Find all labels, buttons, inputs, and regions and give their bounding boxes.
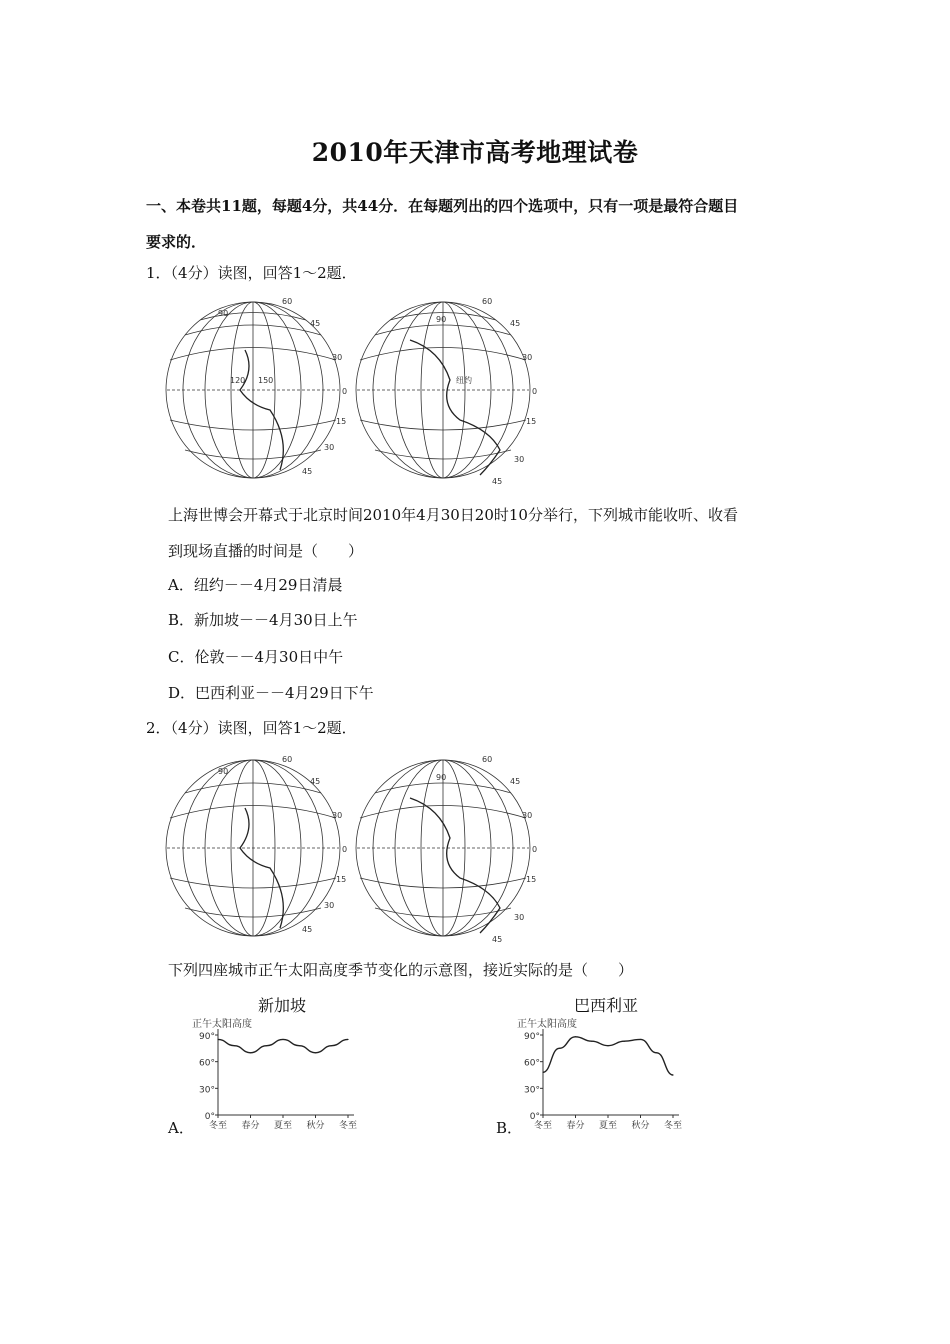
q2-globe-pair [160,748,540,948]
chart-a [190,1015,360,1135]
globe-label: 0 [532,845,538,854]
q2-option-b: B． [496,1119,523,1137]
section-line-2: 要求的． [146,233,207,251]
x-tick-label: 冬至 [663,1121,683,1131]
globe-label: 150 [258,376,274,385]
x-tick-label: 夏至 [273,1121,293,1131]
globe-label: 0 [342,387,348,396]
globe-label: 30 [332,353,343,362]
globe-label: 0 [342,845,348,854]
x-tick-label: 春分 [241,1121,260,1131]
globe-label: 0 [532,387,538,396]
data-point [656,1052,657,1053]
q1-option-d: D．巴西利亚－－4月29日下午 [168,684,374,702]
globe-label: 30 [514,913,525,922]
globe-label: 90 [436,315,447,324]
globe-label: 90 [218,309,229,318]
page-title: 2010年天津市高考地理试卷 [311,138,639,167]
data-point [299,1045,300,1046]
x-tick-label: 秋分 [306,1121,325,1131]
globe-label: 60 [482,297,493,306]
globe-label: 90 [436,773,447,782]
globe-label: 15 [526,417,537,426]
data-point [672,1074,673,1075]
data-point [542,1072,543,1073]
y-tick-label: 30° [199,1085,215,1096]
y-tick-label: 0° [529,1112,540,1122]
data-point [282,1039,283,1040]
data-point [640,1039,641,1040]
globe-label: 45 [492,477,503,486]
globe-left-labels [218,297,347,476]
y-tick-label: 0° [204,1112,215,1122]
data-point [591,1041,592,1042]
q2-option-a: A． [168,1119,194,1137]
x-tick-label: 冬至 [533,1121,553,1131]
globe-label: 60 [282,755,293,764]
x-tick-label: 冬至 [338,1121,358,1131]
y-tick-label: 90° [199,1032,215,1042]
globe-label: 45 [492,935,503,944]
globe-label: 45 [510,319,521,328]
data-point [575,1036,576,1037]
q1-text-line-2: 到现场直播的时间是（ ） [168,542,364,560]
globe-label: 15 [336,417,347,426]
q2-stem: 2．（4分）读图，回答1～2题． [146,719,357,737]
globe-label: 45 [310,319,321,328]
globe-label: 60 [482,755,493,764]
globe-label: 30 [332,811,343,820]
globe-label: 45 [302,925,313,934]
globe-label: 90 [218,767,229,776]
y-tick-label: 60° [524,1058,540,1069]
data-point [347,1039,348,1040]
q1-text-line-1: 上海世博会开幕式于北京时间2010年4月30日20时10分举行，下列城市能收听、收看 [168,506,738,524]
x-tick-label: 冬至 [208,1121,228,1131]
globe-label: 30 [324,443,335,452]
y-axis-label: 正午太阳高度 [517,1019,577,1030]
city-label: 纽约 [456,376,472,385]
y-axis-label: 正午太阳高度 [192,1019,252,1030]
globe-label: 60 [282,297,293,306]
y-tick-label: 90° [524,1032,540,1042]
section-instructions [146,188,826,260]
data-point [234,1045,235,1046]
q1-globe-pair [160,290,540,490]
x-tick-label: 春分 [566,1121,585,1131]
globe-label: 45 [510,777,521,786]
q1-option-a: A．纽约－－4月29日清晨 [168,576,343,594]
y-tick-label: 30° [524,1085,540,1096]
data-point [315,1052,316,1053]
chart-a-title: 新加坡 [258,996,307,1015]
globe-label: 45 [310,777,321,786]
globe-label: 15 [526,875,537,884]
q1-option-c: C．伦敦－－4月30日中午 [168,648,344,666]
series-line [218,1039,348,1052]
x-tick-label: 秋分 [631,1121,650,1131]
data-point [217,1039,218,1040]
globe-label: 30 [324,901,335,910]
y-tick-label: 60° [199,1058,215,1069]
globe-label: 15 [336,875,347,884]
chart-b [515,1015,685,1135]
data-point [624,1041,625,1042]
q2-text-line-1: 下列四座城市正午太阳高度季节变化的示意图，接近实际的是（ ） [168,961,634,979]
globe-label: 45 [302,467,313,476]
data-point [250,1052,251,1053]
data-point [559,1048,560,1049]
globe-label: 30 [522,811,533,820]
data-point [266,1045,267,1046]
globe-label: 30 [522,353,533,362]
series-line [543,1037,673,1075]
globe-label: 120 [230,376,246,385]
q1-stem: 1．（4分）读图，回答1～2题． [146,264,357,282]
data-point [331,1045,332,1046]
globe-label: 30 [514,455,525,464]
chart-b-title: 巴西利亚 [574,996,639,1015]
q1-option-b: B．新加坡－－4月30日上午 [168,611,358,629]
section-line-1: 一、本卷共11题，每题4分，共44分．在每题列出的四个选项中，只有一项是最符合题目 [146,197,739,215]
data-point [607,1045,608,1046]
x-tick-label: 夏至 [598,1121,618,1131]
